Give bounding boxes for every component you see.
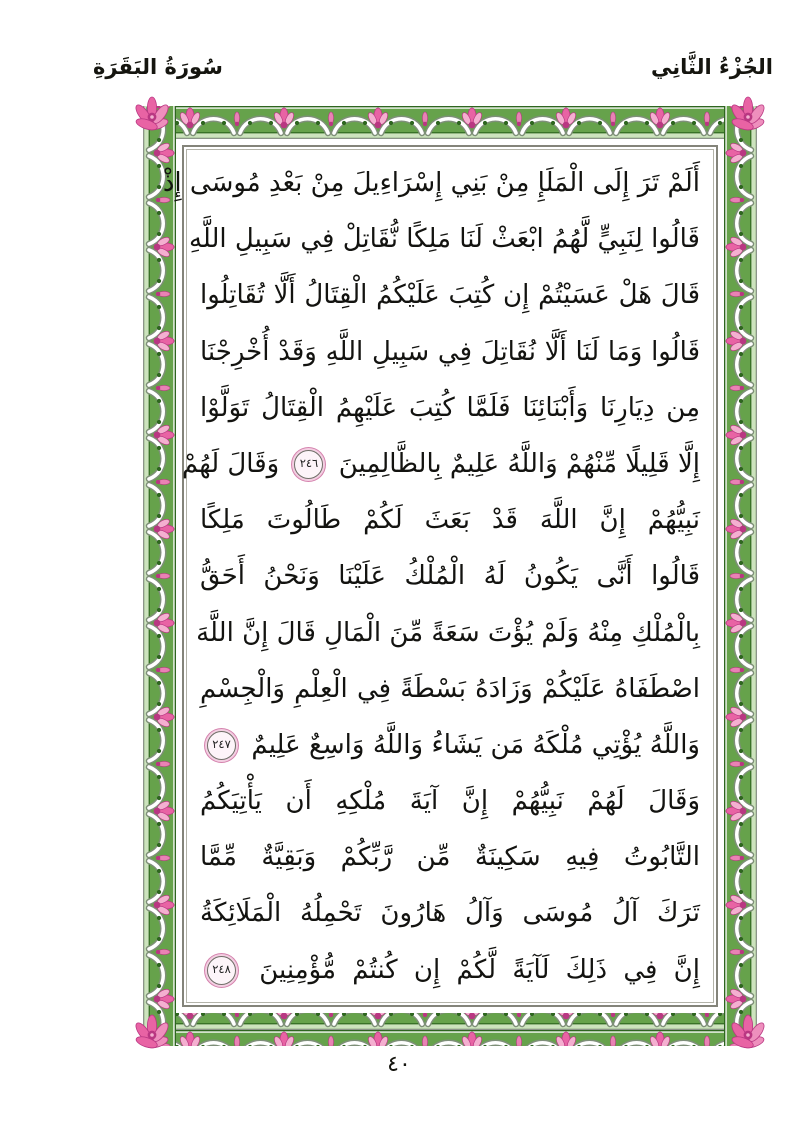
page-number: ٤٠ xyxy=(387,1052,411,1077)
ayah-text: إِنَّ فِي ذَلِكَ لَآيَةً لَّكُمْ إِن كُنتُمْ مُّؤْمِنِينَ xyxy=(259,954,700,985)
quran-line xyxy=(188,211,700,267)
ayah-text: بِالْمُلْكِ مِنْهُ وَلَمْ يُؤْتَ سَعَةً مِّنَ الْمَالِ قَالَ إِنَّ اللَّهَ xyxy=(196,617,700,648)
surah-title: سُورَةُ البَقَرَةِ xyxy=(93,55,223,79)
ayah-text: التَّابُوتُ فِيهِ سَكِينَةٌ مِّن رَّبِّكُمْ وَبَقِيَّةٌ مِّمَّا xyxy=(200,842,700,873)
quran-line xyxy=(200,773,700,829)
ayah-text: اصْطَفَاهُ عَلَيْكُمْ وَزَادَهُ بَسْطَةً فِي الْعِلْمِ وَالْجِسْمِ xyxy=(200,673,700,704)
quran-line xyxy=(200,942,700,998)
verse-end-marker: ٢٤٧ xyxy=(207,731,236,760)
quran-lines xyxy=(162,149,714,1003)
ayah-text: قَالَ هَلْ عَسَيْتُمْ إِن كُتِبَ عَلَيْكُمُ الْقِتَالُ أَلَّا تُقَاتِلُوا xyxy=(200,280,700,311)
text-frame xyxy=(162,145,718,1007)
ayah-text: وَقَالَ لَهُمْ نَبِيُّهُمْ إِنَّ آيَةَ مُلْكِهِ أَن يَأْتِيَكُمُ xyxy=(200,786,700,817)
quran-line xyxy=(200,267,700,323)
quran-line xyxy=(200,548,700,604)
ayah-text: قَالُوا لِنَبِيٍّ لَّهُمُ ابْعَثْ لَنَا مَلِكًا نُّقَاتِلْ فِي سَبِيلِ اللَّهِ xyxy=(188,224,700,255)
ayah-text: تَرَكَ آلُ مُوسَى وَآلُ هَارُونَ تَحْمِلُهُ الْمَلَائِكَةُ xyxy=(200,898,700,929)
quran-line xyxy=(200,324,700,380)
ayah-text: إِلَّا قَلِيلًا مِّنْهُمْ وَاللَّهُ عَلِيمٌ بِالظَّالِمِينَ xyxy=(338,448,700,479)
ayah-text: قَالُوا وَمَا لَنَا أَلَّا نُقَاتِلَ فِي سَبِيلِ اللَّهِ وَقَدْ أُخْرِجْنَا xyxy=(200,336,700,367)
ayah-text: مِن دِيَارِنَا وَأَبْنَائِنَا فَلَمَّا كُتِبَ عَلَيْهِمُ الْقِتَالُ تَوَلَّوْا xyxy=(200,392,700,423)
border-bottom xyxy=(143,1013,757,1046)
ayah-text: أَلَمْ تَرَ إِلَى الْمَلَإِ مِنْ بَنِي إِسْرَاءِيلَ مِنْ بَعْدِ مُوسَى إِذْ xyxy=(162,168,700,198)
quran-line xyxy=(200,492,700,548)
quran-line xyxy=(162,155,700,211)
ayah-text: وَقَالَ لَهُمْ xyxy=(181,448,280,479)
ayah-text: قَالُوا أَنَّى يَكُونُ لَهُ الْمُلْكُ عَلَيْنَا وَنَحْنُ أَحَقُّ xyxy=(200,561,700,592)
verse-end-marker: ٢٤٦ xyxy=(294,450,323,479)
ayah-text: وَاللَّهُ يُؤْتِي مُلْكَهُ مَن يَشَاءُ وَاللَّهُ وَاسِعٌ عَلِيمٌ xyxy=(251,729,700,760)
quran-line xyxy=(196,605,700,661)
quran-line xyxy=(200,380,700,436)
ayah-text: نَبِيُّهُمْ إِنَّ اللَّهَ قَدْ بَعَثَ لَكُمْ طَالُوتَ مَلِكًا xyxy=(200,505,700,536)
quran-line xyxy=(200,885,700,941)
ornamental-frame xyxy=(143,106,757,1046)
quran-line xyxy=(200,829,700,885)
border-right xyxy=(724,106,757,1046)
border-left xyxy=(143,106,176,1046)
quran-line xyxy=(181,436,700,492)
border-top xyxy=(143,106,757,139)
quran-line xyxy=(200,661,700,717)
juz-title: الجُزْءُ الثَّانِي xyxy=(650,55,773,79)
verse-end-marker: ٢٤٨ xyxy=(207,956,236,985)
quran-line xyxy=(200,717,700,773)
